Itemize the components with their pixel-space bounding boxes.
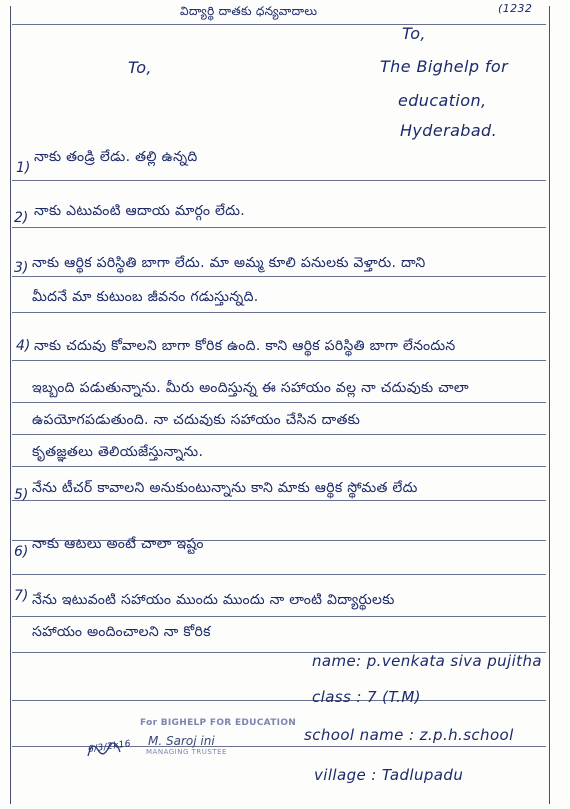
point-line: నాకు ఎటువంటి ఆదాయ మార్గం లేదు.	[34, 203, 246, 219]
point-line: ఉపయోగపడుతుంది. నా చదువుకు సహాయం చేసిన దాతకు	[32, 412, 361, 428]
point-number: 6)	[14, 544, 29, 560]
village-name: village : Tadlupadu	[314, 766, 464, 784]
point-line: నాకు ఆటలు అంటే చాలా ఇష్టం	[32, 536, 204, 552]
point-line: కృతజ్ఞతలు తెలియజేస్తున్నాను.	[32, 444, 204, 460]
date-mark: 6/3/2k16	[87, 739, 132, 755]
stamp-role: MANAGING TRUSTEE	[146, 748, 227, 756]
to-label-right: To,	[402, 24, 426, 43]
point-number: 3)	[14, 260, 29, 276]
address-line-2: education,	[398, 91, 487, 110]
student-class: class : 7 (T.M)	[312, 688, 421, 706]
point-line: నాకు చదువు కోవాలని బాగా కోరిక ఉంది. కాని ఆర్థిక పరిస్థితి బాగా లేనందున	[34, 338, 456, 354]
point-number: 7)	[14, 588, 29, 604]
address-line-1: The Bighelp for	[380, 57, 509, 76]
point-number: 4)	[16, 338, 31, 354]
school-name: school name : z.p.h.school	[304, 726, 514, 744]
point-line: ఇబ్బంది పడుతున్నాను. మీరు అందిస్తున్న ఈ సహాయం వల్ల నా చదువుకు చాలా	[32, 380, 469, 396]
student-name: name: p.venkata siva pujitha	[312, 652, 542, 670]
stamp-org: For BIGHELP FOR EDUCATION	[140, 718, 297, 728]
signature-mark	[86, 736, 122, 760]
point-number: 2)	[14, 210, 29, 226]
point-line: నేను ఇటువంటి సహాయం ముందు ముందు నా లాంటి విద్యార్థులకు	[32, 592, 395, 608]
point-line: నాకు తండ్రి లేడు. తల్లి ఉన్నది	[34, 149, 198, 165]
point-number: 5)	[14, 487, 29, 503]
point-line: మీదనే మా కుటుంబ జీవనం గడుస్తున్నది.	[32, 289, 259, 305]
header-title: విద్యార్థి దాతకు ధన్యవాదాలు	[180, 4, 318, 18]
point-line: సహాయం అందించాలని నా కోరిక	[32, 624, 211, 640]
to-label-left: To,	[128, 58, 152, 77]
point-line: నాకు ఆర్థిక పరిస్థితి బాగా లేదు. మా అమ్మ కూలి పనులకు వెళ్తారు. దాని	[32, 255, 426, 271]
point-line: నేను టీచర్ కావాలని అనుకుంటున్నాను కాని మాకు ఆర్థిక స్థోమత లేదు	[32, 480, 418, 496]
page-number: (1232	[498, 2, 533, 15]
stamp-signature: M. Saroj ini	[148, 734, 215, 748]
point-number: 1)	[16, 160, 31, 176]
address-line-3: Hyderabad.	[400, 121, 498, 140]
trustee-stamp	[140, 718, 300, 778]
